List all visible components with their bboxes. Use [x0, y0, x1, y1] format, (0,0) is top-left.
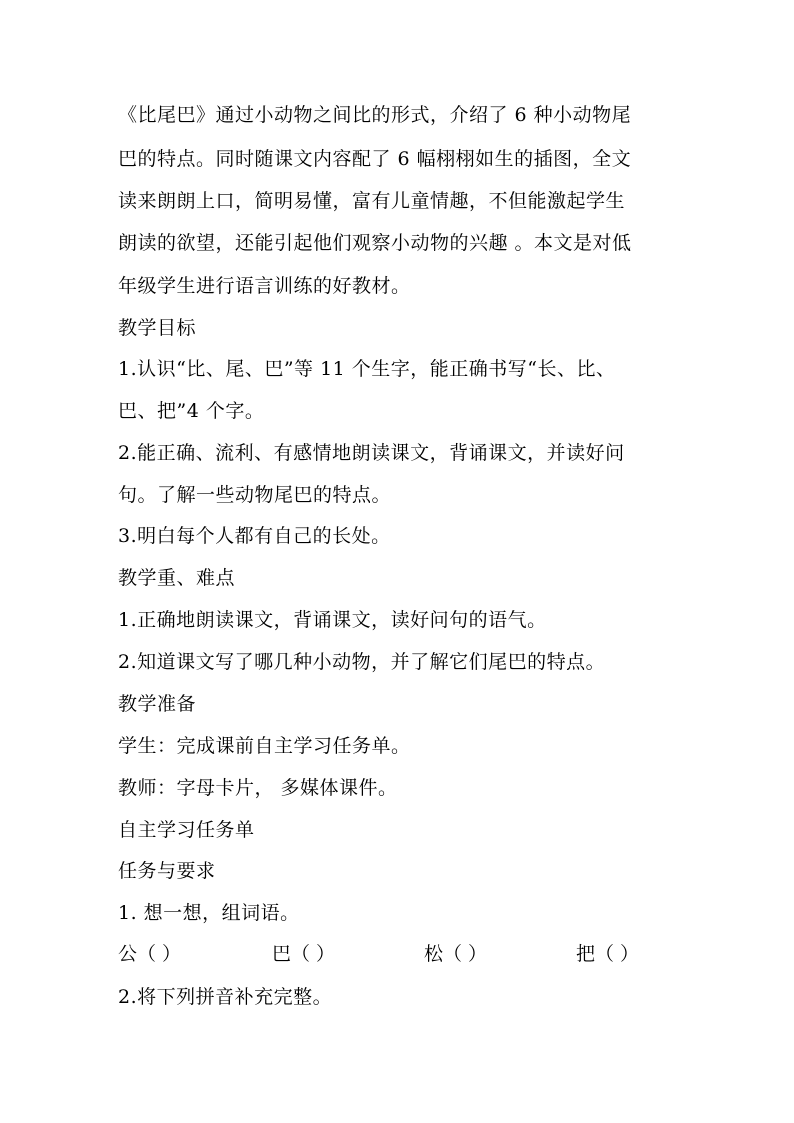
goal-line-2: 巴、把”4 个字。: [118, 400, 265, 422]
task-1-instruction: 1. 想一想，组词语。: [118, 902, 300, 924]
goal-line-4: 句。了解一些动物尾巴的特点。: [118, 484, 392, 506]
intro-line-4: 朗读的欲望，还能引起他们观察小动物的兴趣 。本文是对低: [118, 232, 632, 254]
fill-item-song: 松（ ）: [424, 943, 488, 965]
task-heading: 任务与要求: [118, 860, 216, 882]
fill-item-gong: 公（ ）: [118, 943, 182, 965]
task-sheet-heading: 自主学习任务单: [118, 819, 255, 841]
prep-line-teacher: 教师：字母卡片， 多媒体课件。: [118, 777, 398, 799]
key-point-line-1: 1.正确地朗读课文，背诵课文，读好问句的语气。: [118, 609, 547, 631]
intro-line-2: 巴的特点。同时随课文内容配了 6 幅栩栩如生的插图，全文: [118, 148, 632, 170]
prep-line-student: 学生：完成课前自主学习任务单。: [118, 735, 411, 757]
key-points-heading: 教学重、难点: [118, 567, 236, 589]
goal-line-3: 2.能正确、流利、有感情地朗读课文，背诵课文，并读好问: [118, 442, 625, 464]
prep-heading: 教学准备: [118, 693, 197, 715]
fill-item-ba: 巴（ ）: [272, 943, 336, 965]
intro-line-3: 读来朗朗上口，简明易懂，富有儿童情趣，不但能激起学生: [118, 190, 626, 212]
goal-line-1: 1.认识“比、尾、巴”等 11 个生字，能正确书写“长、比、: [118, 358, 616, 380]
intro-line-5: 年级学生进行语言训练的好教材。: [118, 275, 411, 297]
intro-line-1: 《比尾巴》通过小动物之间比的形式，介绍了 6 种小动物尾: [118, 104, 632, 126]
fill-item-ba2: 把（ ）: [576, 943, 640, 965]
task-2-instruction: 2.将下列拼音补充完整。: [118, 986, 333, 1008]
goal-line-5: 3.明白每个人都有自己的长处。: [118, 525, 391, 547]
goals-heading: 教学目标: [118, 317, 197, 339]
key-point-line-2: 2.知道课文写了哪几种小动物，并了解它们尾巴的特点。: [118, 651, 606, 673]
